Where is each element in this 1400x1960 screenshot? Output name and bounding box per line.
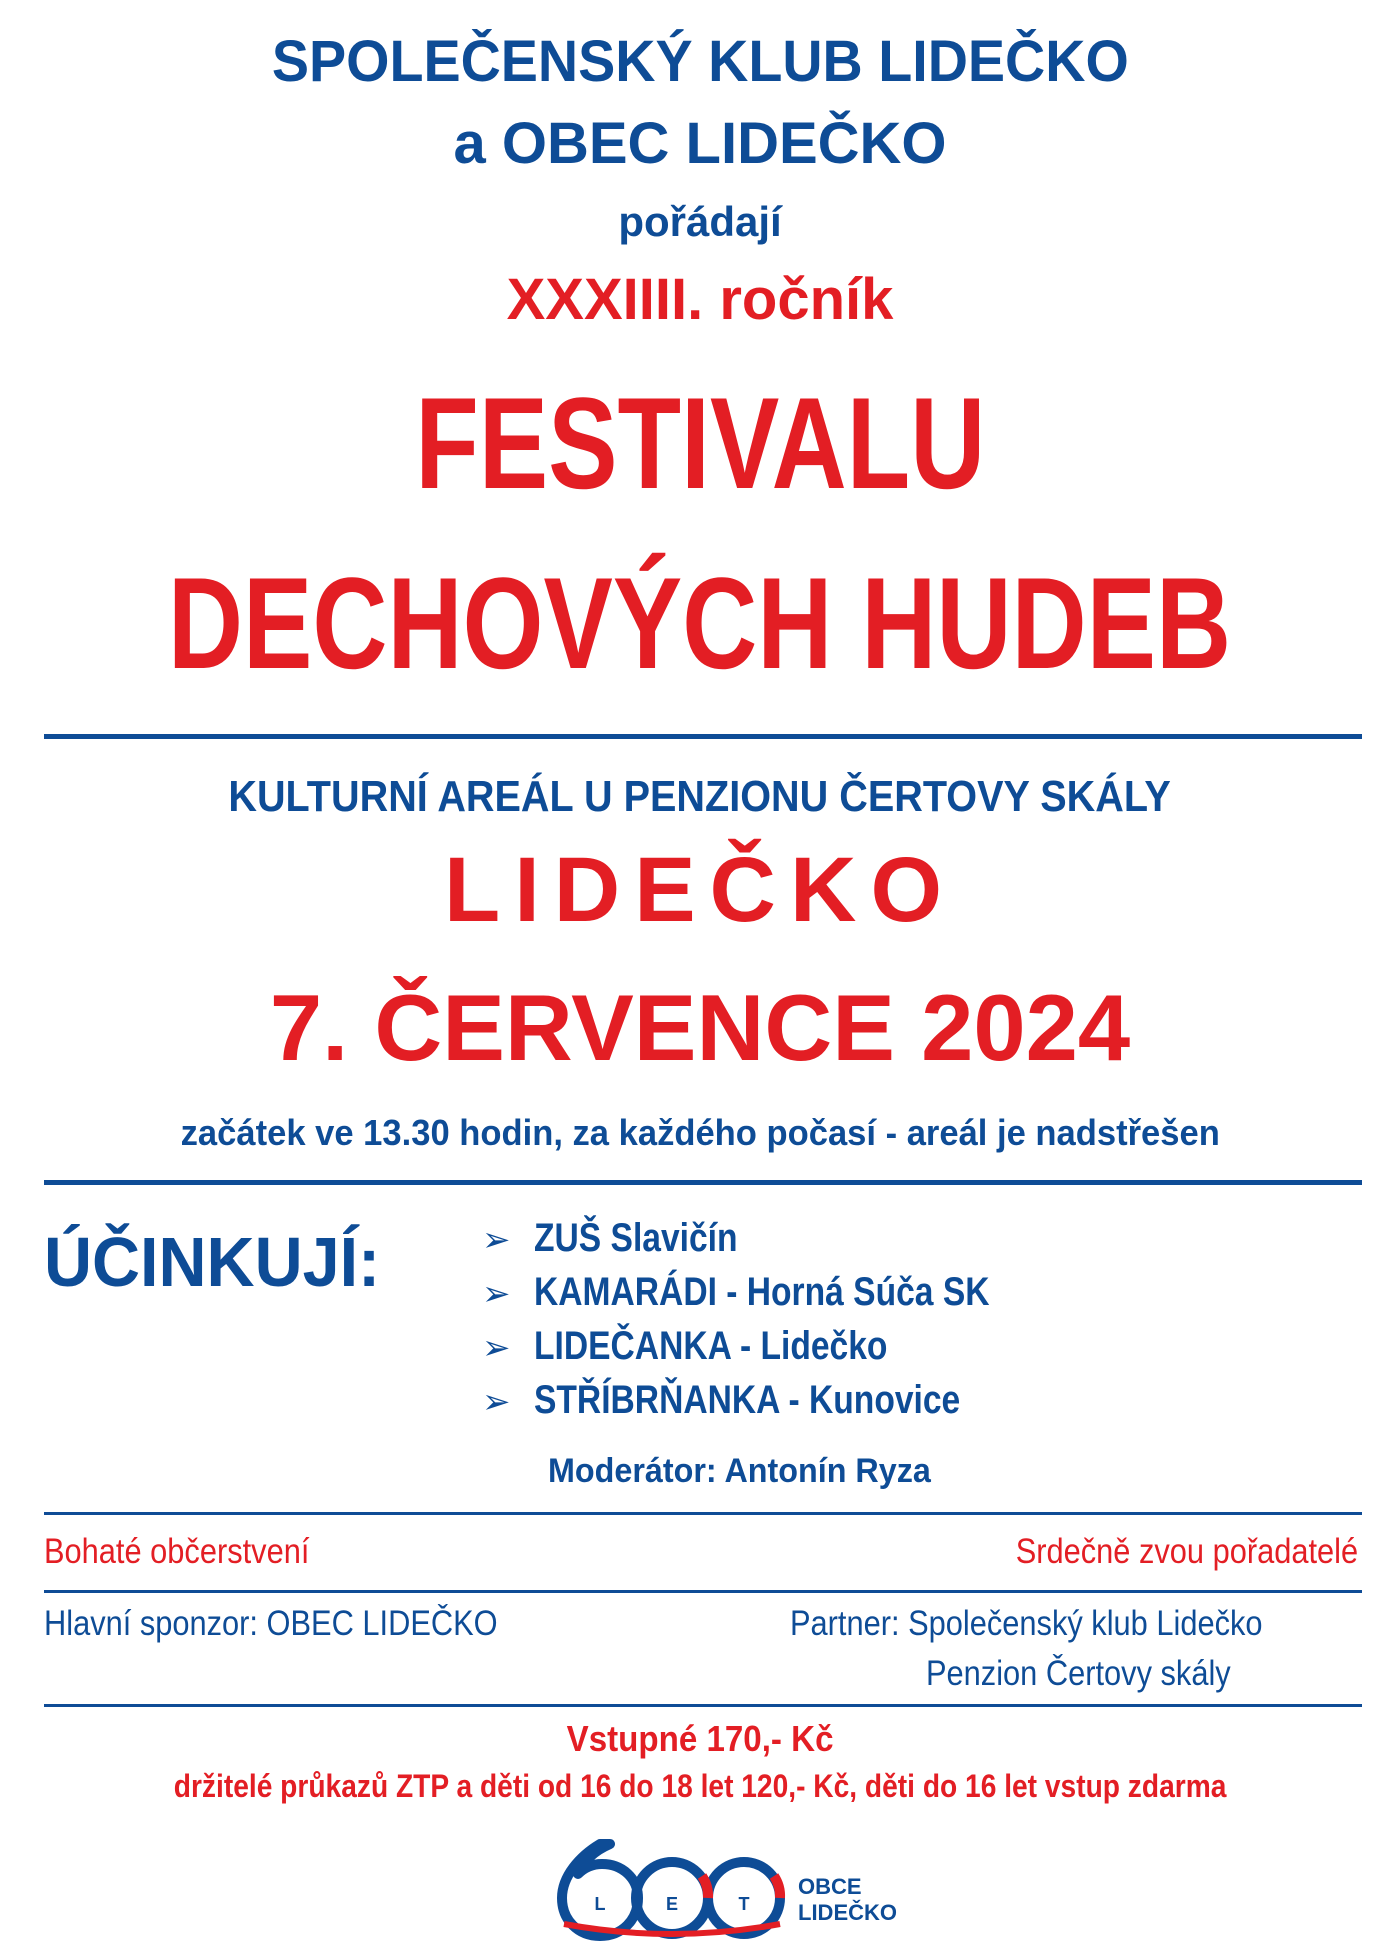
performer-name: KAMARÁDI - Horná Súča SK — [534, 1270, 990, 1314]
divider-4 — [44, 1590, 1362, 1593]
edition-text: XXXIIII. ročník — [506, 267, 894, 332]
moderator — [548, 1452, 951, 1491]
performer-name: LIDEČANKA - Lidečko — [534, 1324, 888, 1368]
partner-line-1-text: Partner: Společenský klub Lidečko — [790, 1604, 1263, 1643]
divider-3 — [44, 1512, 1362, 1515]
performer-name: STŘÍBRŇANKA - Kunovice — [534, 1378, 961, 1422]
logo-letter-l: L — [594, 1894, 606, 1914]
organizer-line-1 — [0, 28, 1400, 95]
list-item — [482, 1378, 1041, 1423]
refreshments-text: Bohaté občerstvení — [44, 1532, 310, 1571]
organizer-line-2 — [0, 110, 1400, 177]
event-date-text: 7. ČERVENCE 2024 — [269, 975, 1131, 1080]
admission-discounts-text: držitelé průkazů ZTP a děti od 16 do 18 let 120,- Kč, děti do 16 let vstup zdarma — [173, 1768, 1227, 1804]
festival-title-2-text: DECHOVÝCH HUDEB — [168, 550, 1232, 696]
main-sponsor — [44, 1604, 559, 1644]
start-time-note — [0, 1112, 1400, 1154]
edition-line — [0, 266, 1400, 333]
venue-place-text: KULTURNÍ AREÁL U PENZIONU ČERTOVY SKÁLY — [228, 772, 1172, 821]
arrow-bullet-icon: ➢ — [482, 1383, 511, 1421]
venue-town — [0, 838, 1400, 943]
organizer-line-1-text: SPOLEČENSKÝ KLUB LIDEČKO — [271, 29, 1129, 94]
list-item — [482, 1270, 1076, 1315]
admission-discounts — [0, 1768, 1400, 1805]
anniversary-logo — [552, 1836, 897, 1946]
festival-title-line-2 — [0, 548, 1400, 698]
logo-letter-t: T — [738, 1894, 750, 1914]
invite-note — [969, 1532, 1358, 1572]
moderator-text: Moderátor: Antonín Ryza — [548, 1452, 931, 1490]
divider-5 — [44, 1704, 1362, 1707]
divider-1 — [44, 734, 1362, 739]
list-item — [482, 1216, 776, 1261]
partner-line-2-text: Penzion Čertovy skály — [926, 1654, 1231, 1693]
logo-text-lidecko: LIDEČKO — [798, 1900, 897, 1925]
600-let-logo-icon — [552, 1836, 897, 1946]
main-sponsor-text: Hlavní sponzor: OBEC LIDEČKO — [44, 1604, 498, 1643]
partner-line-1 — [790, 1604, 1327, 1644]
start-time-text: začátek ve 13.30 hodin, za každého počasí - areál je nadstřešen — [180, 1112, 1220, 1153]
festival-title-1-text: FESTIVALU — [414, 370, 986, 516]
performers-heading-text: ÚČINKUJÍ: — [44, 1223, 381, 1301]
arrow-bullet-icon: ➢ — [482, 1275, 511, 1313]
event-date — [0, 974, 1400, 1082]
admission-price — [0, 1718, 1400, 1760]
organizer-line-2-text: a OBEC LIDEČKO — [453, 111, 947, 176]
invite-text: Srdečně zvou pořadatelé — [1015, 1532, 1358, 1571]
organizer-verb-text: pořádají — [618, 198, 782, 245]
festival-title-line-1 — [0, 368, 1400, 518]
performers-heading — [44, 1222, 398, 1302]
divider-2 — [44, 1180, 1362, 1185]
partner-line-2 — [926, 1654, 1272, 1694]
admission-price-text: Vstupné 170,- Kč — [566, 1718, 834, 1759]
organizer-verb — [0, 198, 1400, 246]
venue-place — [0, 772, 1400, 822]
logo-letter-e: E — [665, 1894, 679, 1914]
venue-town-text: LIDEČKO — [444, 839, 956, 941]
performer-name: ZUŠ Slavičín — [534, 1216, 738, 1260]
list-item — [482, 1324, 955, 1369]
refreshments-note — [44, 1532, 346, 1572]
arrow-bullet-icon: ➢ — [482, 1221, 511, 1259]
arrow-bullet-icon: ➢ — [482, 1329, 511, 1367]
logo-text-obce: OBCE — [798, 1874, 862, 1899]
